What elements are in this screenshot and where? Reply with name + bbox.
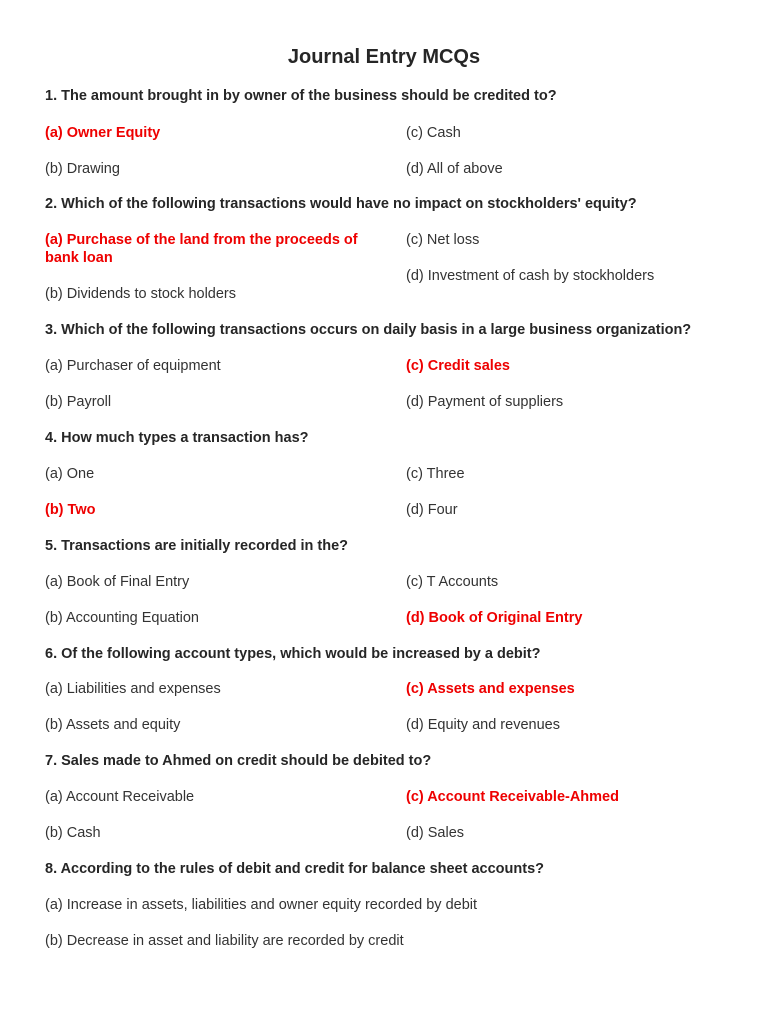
question-2: 2. Which of the following transactions would have no impact on stockholders' equity? (45, 196, 637, 212)
q2-option-c: (c) Net loss (406, 232, 480, 248)
question-6: 6. Of the following account types, which would be increased by a debit? (45, 646, 541, 662)
q5-option-d: (d) Book of Original Entry (406, 610, 583, 626)
q5-option-a: (a) Book of Final Entry (45, 574, 190, 590)
q2-option-a: (a) Purchase of the land from the proceeds of bank loan (45, 232, 358, 266)
page-title: Journal Entry MCQs (287, 46, 481, 68)
q3-option-a: (a) Purchaser of equipment (45, 358, 221, 374)
question-7: 7. Sales made to Ahmed on credit should be debited to? (45, 753, 432, 769)
q7-option-a: (a) Account Receivable (45, 789, 195, 805)
q3-option-d: (d) Payment of suppliers (406, 394, 564, 410)
question-8: 8. According to the rules of debit and credit for balance sheet accounts? (45, 861, 544, 877)
q6-option-c: (c) Assets and expenses (406, 681, 575, 697)
q8-option-a: (a) Increase in assets, liabilities and owner equity recorded by debit (45, 897, 478, 913)
question-1: 1. The amount brought in by owner of the business should be credited to? (45, 88, 557, 104)
q1-option-a: (a) Owner Equity (45, 125, 161, 141)
q4-option-b: (b) Two (45, 502, 96, 518)
q6-option-a: (a) Liabilities and expenses (45, 681, 221, 697)
q1-option-d: (d) All of above (406, 161, 503, 177)
q5-option-b: (b) Accounting Equation (45, 610, 199, 626)
q1-option-b: (b) Drawing (45, 161, 120, 177)
q7-option-d: (d) Sales (406, 825, 465, 841)
q5-option-c: (c) T Accounts (406, 574, 499, 590)
q7-option-c: (c) Account Receivable-Ahmed (406, 789, 619, 805)
question-5: 5. Transactions are initially recorded in the? (45, 538, 348, 554)
q4-option-d: (d) Four (406, 502, 458, 518)
q2-option-d: (d) Investment of cash by stockholders (406, 268, 655, 284)
q7-option-b: (b) Cash (45, 825, 101, 841)
q6-option-b: (b) Assets and equity (45, 717, 181, 733)
q3-option-b: (b) Payroll (45, 394, 112, 410)
q3-option-c: (c) Credit sales (406, 358, 510, 374)
question-3: 3. Which of the following transactions occurs on daily basis in a large business organization? (45, 322, 692, 338)
q8-option-b: (b) Decrease in asset and liability are recorded by credit (45, 933, 404, 949)
question-4: 4. How much types a transaction has? (45, 430, 309, 446)
q4-option-a: (a) One (45, 466, 95, 482)
q1-option-c: (c) Cash (406, 125, 461, 141)
q6-option-d: (d) Equity and revenues (406, 717, 560, 733)
q4-option-c: (c) Three (406, 466, 465, 482)
q2-option-b: (b) Dividends to stock holders (45, 286, 236, 302)
